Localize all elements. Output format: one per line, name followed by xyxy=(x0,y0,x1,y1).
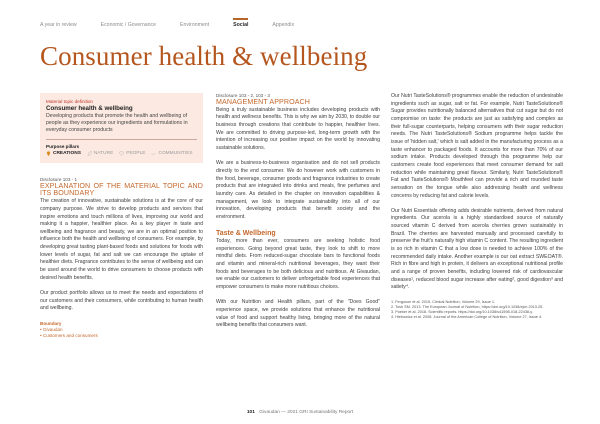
paragraph: The creation of innovative, sustainable solutions is at the core of our company purpose. We strive to develop products and services that inspire emotions and touch millions of lives, improving our world and making it a happier, healthier place. As a key player in taste and wellbeing and fragrance and beauty, we are in an optimal position to influence both the health and wellbeing of consumers. For example, by developing great tasting plant-based foods and solutions for foods with lower levels of sugar, fat and salt we can encourage the uptake of healthier diets. Fragrance contributes to the sense of wellbeing and can be used around the world to drive consumers to choose products with desired health benefits. xyxy=(40,198,203,281)
pillar-label: COMMUNITIES xyxy=(158,150,193,156)
footnotes xyxy=(391,300,563,321)
nav-item-social[interactable]: Social xyxy=(233,22,249,28)
card-label: Material topic definition xyxy=(46,99,93,104)
footnote: 3. Poeker et al. 2018. Scientific reports. https://doi.org/10.1038/s41598-018-22438-y. xyxy=(391,310,533,314)
top-navigation xyxy=(40,22,294,28)
pillar-nature xyxy=(87,150,113,157)
footnote: 2. Tosh SM. 2013. The European Journal of Nutrition, https://doi.org/10.1038/ejcn.2013.25. xyxy=(391,304,544,309)
page-number: 101 xyxy=(246,410,255,415)
boundary-label: Boundary xyxy=(40,320,62,326)
nav-item-appendix[interactable]: Appendix xyxy=(272,22,295,28)
paragraph: Our Nutri TasteSolutions® programmes enable the reduction of undesirable ingredients such as sugar, salt or fat. For example, Nutri TasteSolutions® Sugar provides nutritionally balanced alternatives that cut sugar but do not compromise on taste: the products are just as satisfying and complex as their full-sugar counterparts, helping consumers with their sugar reduction needs. The Nutri TasteSolutions® Sodium programme helps tackle the issue of 'hidden salt,' which is salt added in the manufacturing process as a taste enhancer to packaged foods. It accounts for more than 70% of our sodium intake. Products developed through this programme help our customers create food experiences that meet consumer demand for salt reduction while maintaining great flavour. Similarly, Nutri TasteSolutions® Fat and TasteSolutions® Mouthfeel can provide a rich and rounded taste sensation on the tongue while also addressing health and wellness concerns by reducing fat and calorie levels. xyxy=(391,93,563,199)
hands-icon xyxy=(151,151,156,156)
card-description: Developing products that promote the health and wellbeing of people as they experience our ingredients and formulations in everyday consumer products xyxy=(46,113,188,134)
pillar-label: NATURE xyxy=(93,150,114,156)
disclosure-label: Disclosure 103 - 1 xyxy=(40,176,78,182)
paragraph: With our Nutrition and Health pillars, part of the "Does Good" experience space, we provide solutions that enhance the nutritional value of food and support healthy living, bringing more of the natural wellbeing benefits that consumers want. xyxy=(216,299,380,329)
nav-item-year-in-review[interactable]: A year in review xyxy=(40,22,77,28)
subheading-taste-wellbeing: Taste & Wellbeing xyxy=(216,230,276,238)
page-footer xyxy=(0,410,600,415)
paragraph: Being a truly sustainable business includes developing products with health and wellness benefits. This is why we aim by 2030, to double our business through creations that contribute to happier, healthier lives. We are committed to driving purpose-led, long-term growth with the intention of increasing our positive impact on the world by innovating sustainable solutions. xyxy=(216,106,380,152)
pillar-people xyxy=(119,150,145,157)
page-title: Consumer health & wellbeing xyxy=(40,41,368,71)
footer-text: Givaudan — 2021 GRI Sustainability Report xyxy=(259,410,354,415)
card-title: Consumer health & wellbeing xyxy=(46,105,133,112)
footnote: 1. Ferguson et al. 2015. Clinical Nutrition, Volume 29, Issue 1. xyxy=(391,299,496,304)
section-heading-management: MANAGEMENT APPROACH xyxy=(216,98,311,106)
nav-item-environment[interactable]: Environment xyxy=(180,22,210,28)
column-right xyxy=(391,93,563,320)
section-heading-explanation: EXPLANATION OF THE MATERIAL TOPIC AND ITS BOUNDARY xyxy=(40,181,203,198)
column-middle xyxy=(216,93,380,338)
card-divider xyxy=(46,139,197,140)
disclosure-label: Disclosure 103 - 2, 103 - 3 xyxy=(216,93,270,98)
pillar-label: PEOPLE xyxy=(126,150,146,156)
boundary-item: • Customers and consumers xyxy=(40,332,98,338)
bulb-icon xyxy=(46,151,51,156)
paragraph: Today, more than ever, consumers are seeking holistic food experiences. Going beyond great taste, they look to shift to more mindful diets. From reduced-sugar chocolate bars to functional foods and vitamin and mineral-rich nutritional beverages, they want their foods and beverages to be both delicious and nutritious. At Givaudan, we enable our customers to deliver unforgettable food experiences that empower consumers to make more nutritious choices. xyxy=(216,238,380,291)
paragraph: Our Nutri Essentials offering adds desirable nutrients, derived from natural ingredients. Our acerola is a highly standardised source of naturally sourced vitamin C derived from acerola cherries grown sustainably in Brazil. The cherries are harvested manually and processed carefully to preserve the fruit's naturally high vitamin C content. The resulting ingredient is so rich in vitamin C that a low dose is needed to achieve 100% of the recommended daily intake. Another example is our oat extract SWEOAT®. Rich in fibre and high in protein, it delivers an exceptional nutritional profile and a range of proven benefits, including lowered risk of cardiovascular diseases¹, reduced blood sugar increase after eating², good digestion³ and satiety⁴. xyxy=(391,207,563,291)
footnote: 4. Hlebowicz et al. 2008. Journal of the American College of Nutrition, Volume 27, Issue 4. xyxy=(391,315,543,320)
boundary-item-text: Givaudan xyxy=(42,326,63,332)
pillars-label: Purpose pillars xyxy=(46,143,80,149)
pillar-label: CREATIONS xyxy=(53,150,81,156)
boundary-item-text: Customers and consumers xyxy=(42,332,98,338)
column-left xyxy=(40,93,203,339)
heart-icon xyxy=(119,151,124,156)
pillars-list xyxy=(46,150,197,157)
pillar-creations xyxy=(46,150,81,157)
nav-item-economic-governance[interactable]: Economic / Governance xyxy=(100,22,156,28)
paragraph: Our product portfolio allows us to meet the needs and expectations of our customers and their consumers, while contributing to human health and wellbeing. xyxy=(40,290,203,312)
material-topic-card xyxy=(40,93,203,163)
leaf-icon xyxy=(87,151,92,156)
pillar-communities xyxy=(151,150,192,157)
boundary-item: • Givaudan xyxy=(40,326,63,332)
paragraph: We are a business-to-business organisation and do not sell products directly to the end consumer. We do however work with customers in the food, beverage, consumer goods and fragrance industries to create products that are integrated into drinks and meals, fine perfumes and laundry care. As detailed in the chapter on innovation capabilities & management, we look to integrate sustainability into all of our innovation, developing products that benefit society and the environment. xyxy=(216,160,380,220)
